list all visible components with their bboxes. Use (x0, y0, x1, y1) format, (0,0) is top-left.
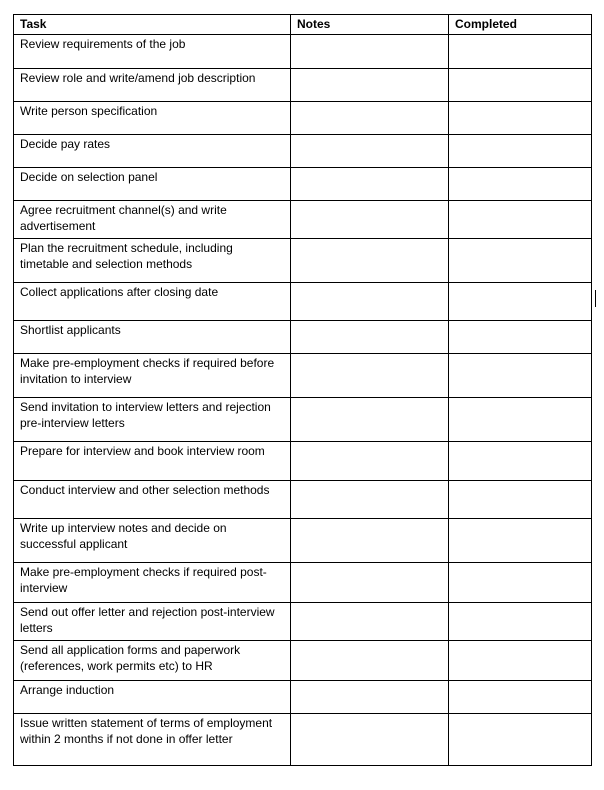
notes-cell[interactable] (291, 603, 449, 641)
table-row (14, 168, 592, 201)
task-cell: Send invitation to interview letters and rejection pre-interview letters (14, 398, 291, 442)
task-cell: Make pre-employment checks if required before invitation to interview (14, 354, 291, 398)
completed-cell[interactable] (449, 641, 592, 681)
task-cell: Arrange induction (14, 681, 291, 714)
task-cell: Review requirements of the job (14, 35, 291, 69)
table-row (14, 354, 592, 398)
notes-cell[interactable] (291, 239, 449, 283)
task-cell: Decide pay rates (14, 135, 291, 168)
text-cursor (595, 290, 596, 307)
task-cell: Decide on selection panel (14, 168, 291, 201)
completed-cell[interactable] (449, 354, 592, 398)
header-task: Task (14, 15, 291, 35)
completed-cell[interactable] (449, 603, 592, 641)
table-row (14, 714, 592, 766)
completed-cell[interactable] (449, 201, 592, 239)
table-body (14, 35, 592, 766)
table-row (14, 102, 592, 135)
task-cell: Review role and write/amend job description (14, 69, 291, 102)
notes-cell[interactable] (291, 283, 449, 321)
notes-cell[interactable] (291, 442, 449, 481)
table-row (14, 481, 592, 519)
completed-cell[interactable] (449, 321, 592, 354)
notes-cell[interactable] (291, 69, 449, 102)
task-cell: Prepare for interview and book interview room (14, 442, 291, 481)
recruitment-checklist-table (13, 14, 592, 766)
notes-cell[interactable] (291, 168, 449, 201)
task-cell: Send all application forms and paperwork (references, work permits etc) to HR (14, 641, 291, 681)
table-row (14, 603, 592, 641)
task-cell: Make pre-employment checks if required post-interview (14, 563, 291, 603)
table-row (14, 283, 592, 321)
table-row (14, 442, 592, 481)
notes-cell[interactable] (291, 681, 449, 714)
notes-cell[interactable] (291, 519, 449, 563)
completed-cell[interactable] (449, 168, 592, 201)
notes-cell[interactable] (291, 321, 449, 354)
notes-cell[interactable] (291, 201, 449, 239)
table-row (14, 519, 592, 563)
completed-cell[interactable] (449, 563, 592, 603)
notes-cell[interactable] (291, 563, 449, 603)
table-row (14, 239, 592, 283)
task-cell: Agree recruitment channel(s) and write advertisement (14, 201, 291, 239)
completed-cell[interactable] (449, 481, 592, 519)
table-row (14, 681, 592, 714)
table-row (14, 69, 592, 102)
task-cell: Collect applications after closing date (14, 283, 291, 321)
task-cell: Shortlist applicants (14, 321, 291, 354)
notes-cell[interactable] (291, 135, 449, 168)
task-cell: Conduct interview and other selection methods (14, 481, 291, 519)
notes-cell[interactable] (291, 354, 449, 398)
completed-cell[interactable] (449, 398, 592, 442)
table-row (14, 321, 592, 354)
table-row (14, 641, 592, 681)
table-row (14, 563, 592, 603)
table-row (14, 201, 592, 239)
table-row (14, 398, 592, 442)
completed-cell[interactable] (449, 102, 592, 135)
table-row (14, 135, 592, 168)
notes-cell[interactable] (291, 714, 449, 766)
header-notes: Notes (291, 15, 449, 35)
task-cell: Plan the recruitment schedule, including timetable and selection methods (14, 239, 291, 283)
task-cell: Issue written statement of terms of employment within 2 months if not done in offer letter (14, 714, 291, 766)
completed-cell[interactable] (449, 239, 592, 283)
notes-cell[interactable] (291, 35, 449, 69)
completed-cell[interactable] (449, 442, 592, 481)
table-header-row (14, 15, 592, 35)
notes-cell[interactable] (291, 481, 449, 519)
notes-cell[interactable] (291, 102, 449, 135)
table-row (14, 35, 592, 69)
completed-cell[interactable] (449, 283, 592, 321)
completed-cell[interactable] (449, 714, 592, 766)
completed-cell[interactable] (449, 69, 592, 102)
notes-cell[interactable] (291, 641, 449, 681)
task-cell: Send out offer letter and rejection post-interview letters (14, 603, 291, 641)
completed-cell[interactable] (449, 135, 592, 168)
notes-cell[interactable] (291, 398, 449, 442)
task-cell: Write up interview notes and decide on successful applicant (14, 519, 291, 563)
completed-cell[interactable] (449, 519, 592, 563)
completed-cell[interactable] (449, 681, 592, 714)
header-completed: Completed (449, 15, 592, 35)
task-cell: Write person specification (14, 102, 291, 135)
completed-cell[interactable] (449, 35, 592, 69)
